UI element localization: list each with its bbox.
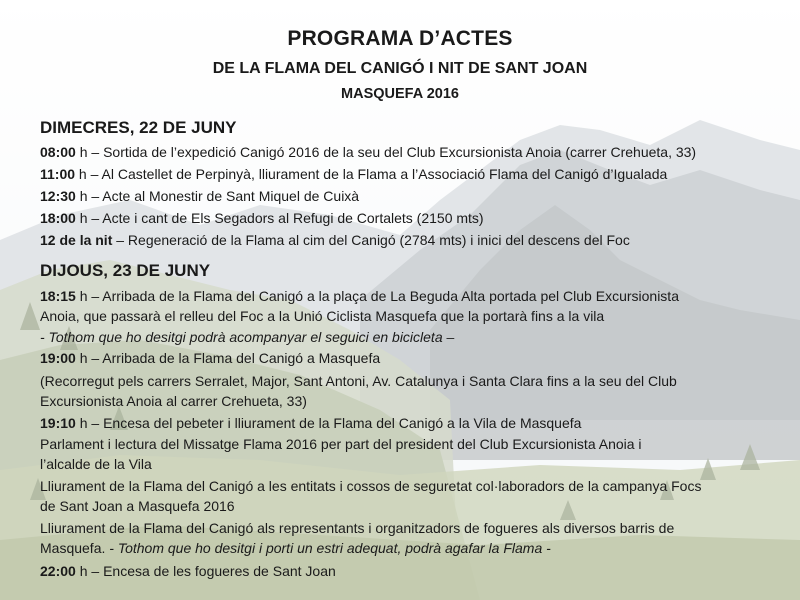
event-route: (Recorregut pels carrers Serralet, Major, Sant Antoni, Av. Catalunya i Santa Clara fins a la seu del Club xyxy=(40,373,677,389)
event-unit: h xyxy=(75,288,88,304)
event-1900 xyxy=(40,349,380,367)
event-unit: h xyxy=(75,350,88,366)
event-unit: h xyxy=(75,415,88,431)
event-note: - Tothom que ho desitgi podrà acompanyar el seguici en bicicleta – xyxy=(40,329,455,345)
event-note: - Tothom que ho desitgi i porti un estri adequat, podrà agafar la Flama - xyxy=(109,540,551,556)
event-handover-bonfires: Lliurament de la Flama del Canigó als representants i organitzadors de fogueres als diversos barris de xyxy=(40,520,675,536)
event-text: – Regeneració de la Flama al cim del Canigó (2784 mts) i inici del descens del Foc xyxy=(112,232,630,248)
event-unit: h xyxy=(75,144,88,160)
event-handover-entities-continued: de Sant Joan a Masquefa 2016 xyxy=(40,498,235,514)
event-1815 xyxy=(40,287,679,305)
event-time: 11:00 xyxy=(40,166,76,182)
event-1910 xyxy=(40,414,581,432)
event-midnight xyxy=(40,231,630,249)
event-text: – Acte i cant de Els Segadors al Refugi de Cortalets (2150 mts) xyxy=(87,210,484,226)
event-time: 08:00 xyxy=(40,144,76,160)
event-1230 xyxy=(40,187,359,205)
event-handover-entities: Lliurament de la Flama del Canigó a les entitats i cossos de seguretat col·laboradors de la campanya Focs xyxy=(40,478,702,494)
event-1100 xyxy=(40,165,667,183)
event-time: 18:00 xyxy=(40,210,76,226)
event-text: – Arribada de la Flama del Canigó a Masquefa xyxy=(87,350,381,366)
event-text-continued: Anoia, que passarà el relleu del Foc a la Unió Ciclista Masquefa que la portarà fins a la vila xyxy=(40,308,605,324)
event-text: – Arribada de la Flama del Canigó a la plaça de La Beguda Alta portada pel Club Excursionista xyxy=(87,288,679,304)
day-heading-thursday: DIJOUS, 23 DE JUNY xyxy=(40,261,211,280)
page-title: PROGRAMA D’ACTES xyxy=(287,27,513,50)
event-unit: h xyxy=(75,210,88,226)
event-speech-continued: l’alcalde de la Vila xyxy=(40,456,152,472)
event-handover-bonfires-continued xyxy=(40,539,551,557)
event-unit: h xyxy=(75,563,88,579)
event-text: – Encesa de les fogueres de Sant Joan xyxy=(87,563,336,579)
event-unit: h xyxy=(75,188,88,204)
event-text: – Acte al Monestir de Sant Miquel de Cuixà xyxy=(87,188,360,204)
event-0800 xyxy=(40,143,696,161)
day-heading-wednesday: DIMECRES, 22 DE JUNY xyxy=(40,118,237,137)
event-time: 12:30 xyxy=(40,188,76,204)
event-route-continued: Excursionista Anoia al carrer Crehueta, 33) xyxy=(40,393,307,409)
event-time: 12 de la nit xyxy=(40,232,113,248)
event-time: 22:00 xyxy=(40,563,76,579)
event-speech: Parlament i lectura del Missatge Flama 2016 per part del president del Club Excursionista Anoia i xyxy=(40,436,642,452)
event-text: – Sortida de l’expedició Canigó 2016 de la seu del Club Excursionista Anoia (carrer Crehueta, 33) xyxy=(87,144,697,160)
event-time: 18:15 xyxy=(40,288,76,304)
event-text: – Encesa del pebeter i lliurament de la Flama del Canigó a la Vila de Masquefa xyxy=(87,415,582,431)
event-2200 xyxy=(40,562,336,580)
event-text: – Al Castellet de Perpinyà, lliurament de la Flama a l’Associació Flama del Canigó d’Igualada xyxy=(86,166,668,182)
event-text: Masquefa. xyxy=(40,540,110,556)
event-time: 19:10 xyxy=(40,415,76,431)
event-unit: h xyxy=(75,166,87,182)
event-1800 xyxy=(40,209,484,227)
event-time: 19:00 xyxy=(40,350,76,366)
page-subtitle: DE LA FLAMA DEL CANIGÓ I NIT DE SANT JOAN xyxy=(212,60,588,77)
page-place: MASQUEFA 2016 xyxy=(341,86,459,102)
